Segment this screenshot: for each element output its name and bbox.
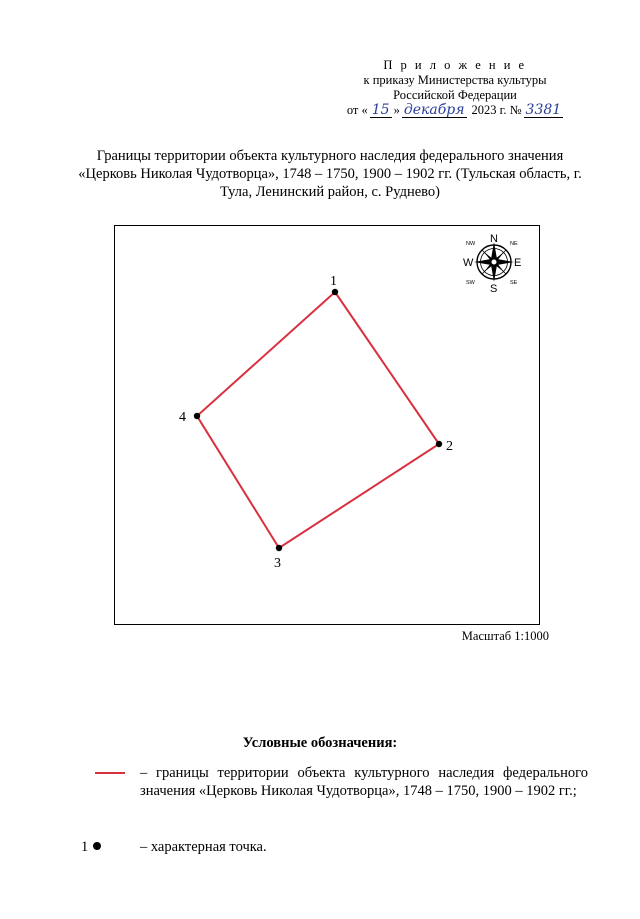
point-marker-3 xyxy=(276,545,282,551)
order-number: 3381 xyxy=(525,102,562,118)
order-date-line xyxy=(340,103,570,118)
point-marker-4 xyxy=(194,413,200,419)
compass-w: W xyxy=(463,257,474,269)
appendix-line-1: к приказу Министерства культуры xyxy=(363,73,547,87)
document-title: Границы территории объекта культурного наследия федерального значения «Церковь Николая Чудотворца», 1748 – 1750, 1900 – 1902 гг. (Тульская область, г. Тула, Ленинский район, с. Руднево) xyxy=(78,148,582,200)
legend-red-line xyxy=(95,772,125,774)
compass-n: N xyxy=(490,233,498,245)
appendix-header xyxy=(340,58,570,118)
compass-e: E xyxy=(514,257,522,269)
map-canvas xyxy=(115,226,541,626)
compass-ne: NE xyxy=(510,241,518,247)
boundary-polygon xyxy=(197,292,439,548)
map-frame xyxy=(114,225,540,625)
point-marker-2 xyxy=(436,441,442,447)
appendix-line-2: Российской Федерации xyxy=(393,88,517,102)
order-prefix: от « xyxy=(346,103,368,117)
point-label-3: 3 xyxy=(274,556,281,571)
compass-nw: NW xyxy=(466,241,476,247)
legend-boundary-text: – границы территории объекта культурного наследия федерального значения «Церковь Николая Чудотворца», 1748 – 1750, 1900 – 1902 гг.; xyxy=(140,765,588,799)
order-month: декабря xyxy=(403,102,465,118)
point-label-1: 1 xyxy=(330,274,337,289)
compass-se: SE xyxy=(510,280,518,286)
order-year: 2023 г. № xyxy=(471,103,522,117)
appendix-title: П р и л о ж е н и е xyxy=(383,58,527,72)
map-scale: Масштаб 1:1000 xyxy=(461,629,549,643)
order-quote-close: » xyxy=(393,103,400,117)
legend-title: Условные обозначения: xyxy=(242,735,398,751)
compass-s: S xyxy=(490,283,498,295)
legend-boundary-symbol xyxy=(95,764,125,782)
legend-point-text: – характерная точка. xyxy=(140,839,267,855)
point-label-2: 2 xyxy=(446,439,453,454)
point-marker-1 xyxy=(332,289,338,295)
compass-sw: SW xyxy=(466,280,475,286)
legend-point-symbol xyxy=(81,838,125,856)
point-label-4: 4 xyxy=(179,410,186,425)
legend-point-label: 1 xyxy=(81,839,89,855)
legend-dot-icon xyxy=(93,842,101,850)
order-day: 15 xyxy=(371,102,390,118)
compass-rose-icon xyxy=(463,233,521,295)
